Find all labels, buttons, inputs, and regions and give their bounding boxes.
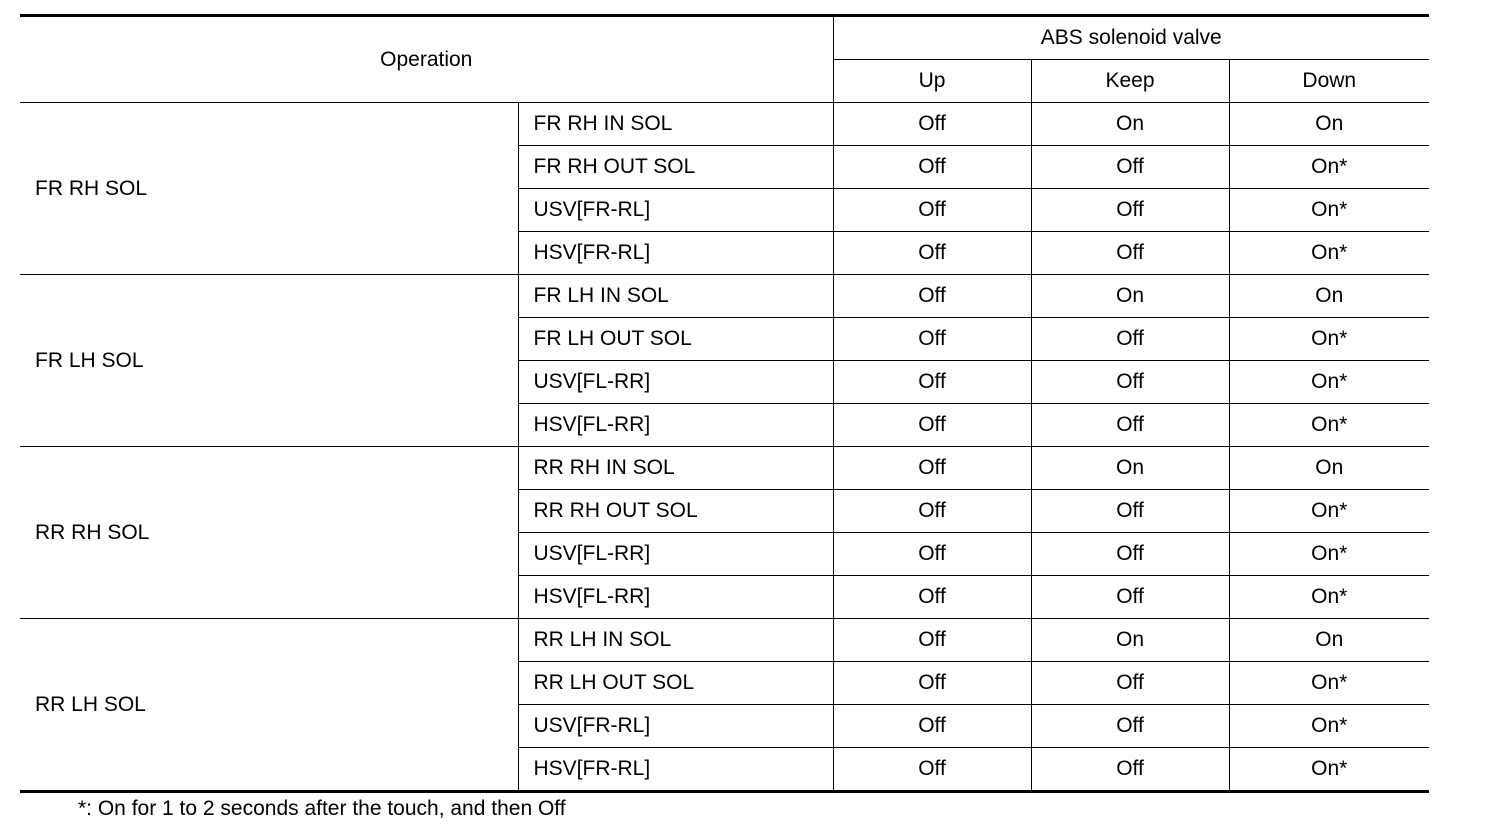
cell-up-value: Off: [833, 404, 1031, 447]
column-header-up: Up: [833, 60, 1031, 103]
operation-header: Operation: [20, 16, 833, 103]
operation-item-label: USV[FR-RL]: [518, 705, 833, 748]
operation-item-label: HSV[FR-RL]: [518, 748, 833, 792]
operation-item-label: FR LH IN SOL: [518, 275, 833, 318]
table-row: [20, 619, 1429, 662]
cell-down-value: On: [1229, 447, 1429, 490]
cell-keep-value: Off: [1031, 189, 1229, 232]
operation-item-label: FR RH OUT SOL: [518, 146, 833, 189]
cell-up-value: Off: [833, 361, 1031, 404]
cell-keep-value: On: [1031, 447, 1229, 490]
cell-down-value: On*: [1229, 232, 1429, 275]
cell-up-value: Off: [833, 146, 1031, 189]
cell-up-value: Off: [833, 490, 1031, 533]
cell-up-value: Off: [833, 189, 1031, 232]
abs-solenoid-table-container: [20, 14, 1429, 793]
cell-keep-value: Off: [1031, 533, 1229, 576]
cell-down-value: On*: [1229, 361, 1429, 404]
cell-keep-value: Off: [1031, 490, 1229, 533]
cell-down-value: On: [1229, 103, 1429, 146]
cell-up-value: Off: [833, 662, 1031, 705]
cell-up-value: Off: [833, 619, 1031, 662]
operation-item-label: RR RH IN SOL: [518, 447, 833, 490]
operation-item-label: FR LH OUT SOL: [518, 318, 833, 361]
cell-keep-value: Off: [1031, 318, 1229, 361]
cell-keep-value: Off: [1031, 576, 1229, 619]
cell-keep-value: On: [1031, 103, 1229, 146]
column-header-keep: Keep: [1031, 60, 1229, 103]
cell-down-value: On*: [1229, 748, 1429, 792]
cell-up-value: Off: [833, 705, 1031, 748]
column-header-down: Down: [1229, 60, 1429, 103]
operation-item-label: HSV[FL-RR]: [518, 576, 833, 619]
cell-up-value: Off: [833, 748, 1031, 792]
cell-keep-value: Off: [1031, 146, 1229, 189]
cell-up-value: Off: [833, 447, 1031, 490]
cell-up-value: Off: [833, 318, 1031, 361]
abs-solenoid-valve-header: ABS solenoid valve: [833, 16, 1429, 60]
operation-group-label: FR RH SOL: [20, 103, 518, 275]
cell-down-value: On: [1229, 275, 1429, 318]
cell-keep-value: Off: [1031, 705, 1229, 748]
cell-down-value: On: [1229, 619, 1429, 662]
cell-down-value: On*: [1229, 533, 1429, 576]
operation-group-label: RR LH SOL: [20, 619, 518, 792]
cell-keep-value: Off: [1031, 662, 1229, 705]
cell-down-value: On*: [1229, 318, 1429, 361]
cell-up-value: Off: [833, 533, 1031, 576]
operation-item-label: RR LH IN SOL: [518, 619, 833, 662]
cell-up-value: Off: [833, 103, 1031, 146]
cell-keep-value: Off: [1031, 404, 1229, 447]
cell-down-value: On*: [1229, 705, 1429, 748]
table-body: [20, 103, 1429, 792]
cell-keep-value: Off: [1031, 748, 1229, 792]
cell-keep-value: Off: [1031, 232, 1229, 275]
operation-item-label: RR LH OUT SOL: [518, 662, 833, 705]
operation-item-label: USV[FL-RR]: [518, 361, 833, 404]
operation-group-label: RR RH SOL: [20, 447, 518, 619]
operation-item-label: RR RH OUT SOL: [518, 490, 833, 533]
cell-down-value: On*: [1229, 576, 1429, 619]
operation-group-label: FR LH SOL: [20, 275, 518, 447]
header-row-top: [20, 16, 1429, 60]
table-row: [20, 275, 1429, 318]
table-row: [20, 447, 1429, 490]
cell-down-value: On*: [1229, 404, 1429, 447]
table-row: [20, 103, 1429, 146]
abs-solenoid-table: [20, 14, 1429, 793]
operation-item-label: FR RH IN SOL: [518, 103, 833, 146]
cell-down-value: On*: [1229, 146, 1429, 189]
operation-item-label: USV[FR-RL]: [518, 189, 833, 232]
operation-item-label: USV[FL-RR]: [518, 533, 833, 576]
cell-down-value: On*: [1229, 189, 1429, 232]
cell-keep-value: Off: [1031, 361, 1229, 404]
operation-item-label: HSV[FL-RR]: [518, 404, 833, 447]
cell-keep-value: On: [1031, 619, 1229, 662]
cell-down-value: On*: [1229, 662, 1429, 705]
cell-keep-value: On: [1031, 275, 1229, 318]
cell-down-value: On*: [1229, 490, 1429, 533]
cell-up-value: Off: [833, 275, 1031, 318]
footnote: *: On for 1 to 2 seconds after the touch, and then Off: [78, 797, 566, 820]
operation-item-label: HSV[FR-RL]: [518, 232, 833, 275]
cell-up-value: Off: [833, 576, 1031, 619]
cell-up-value: Off: [833, 232, 1031, 275]
